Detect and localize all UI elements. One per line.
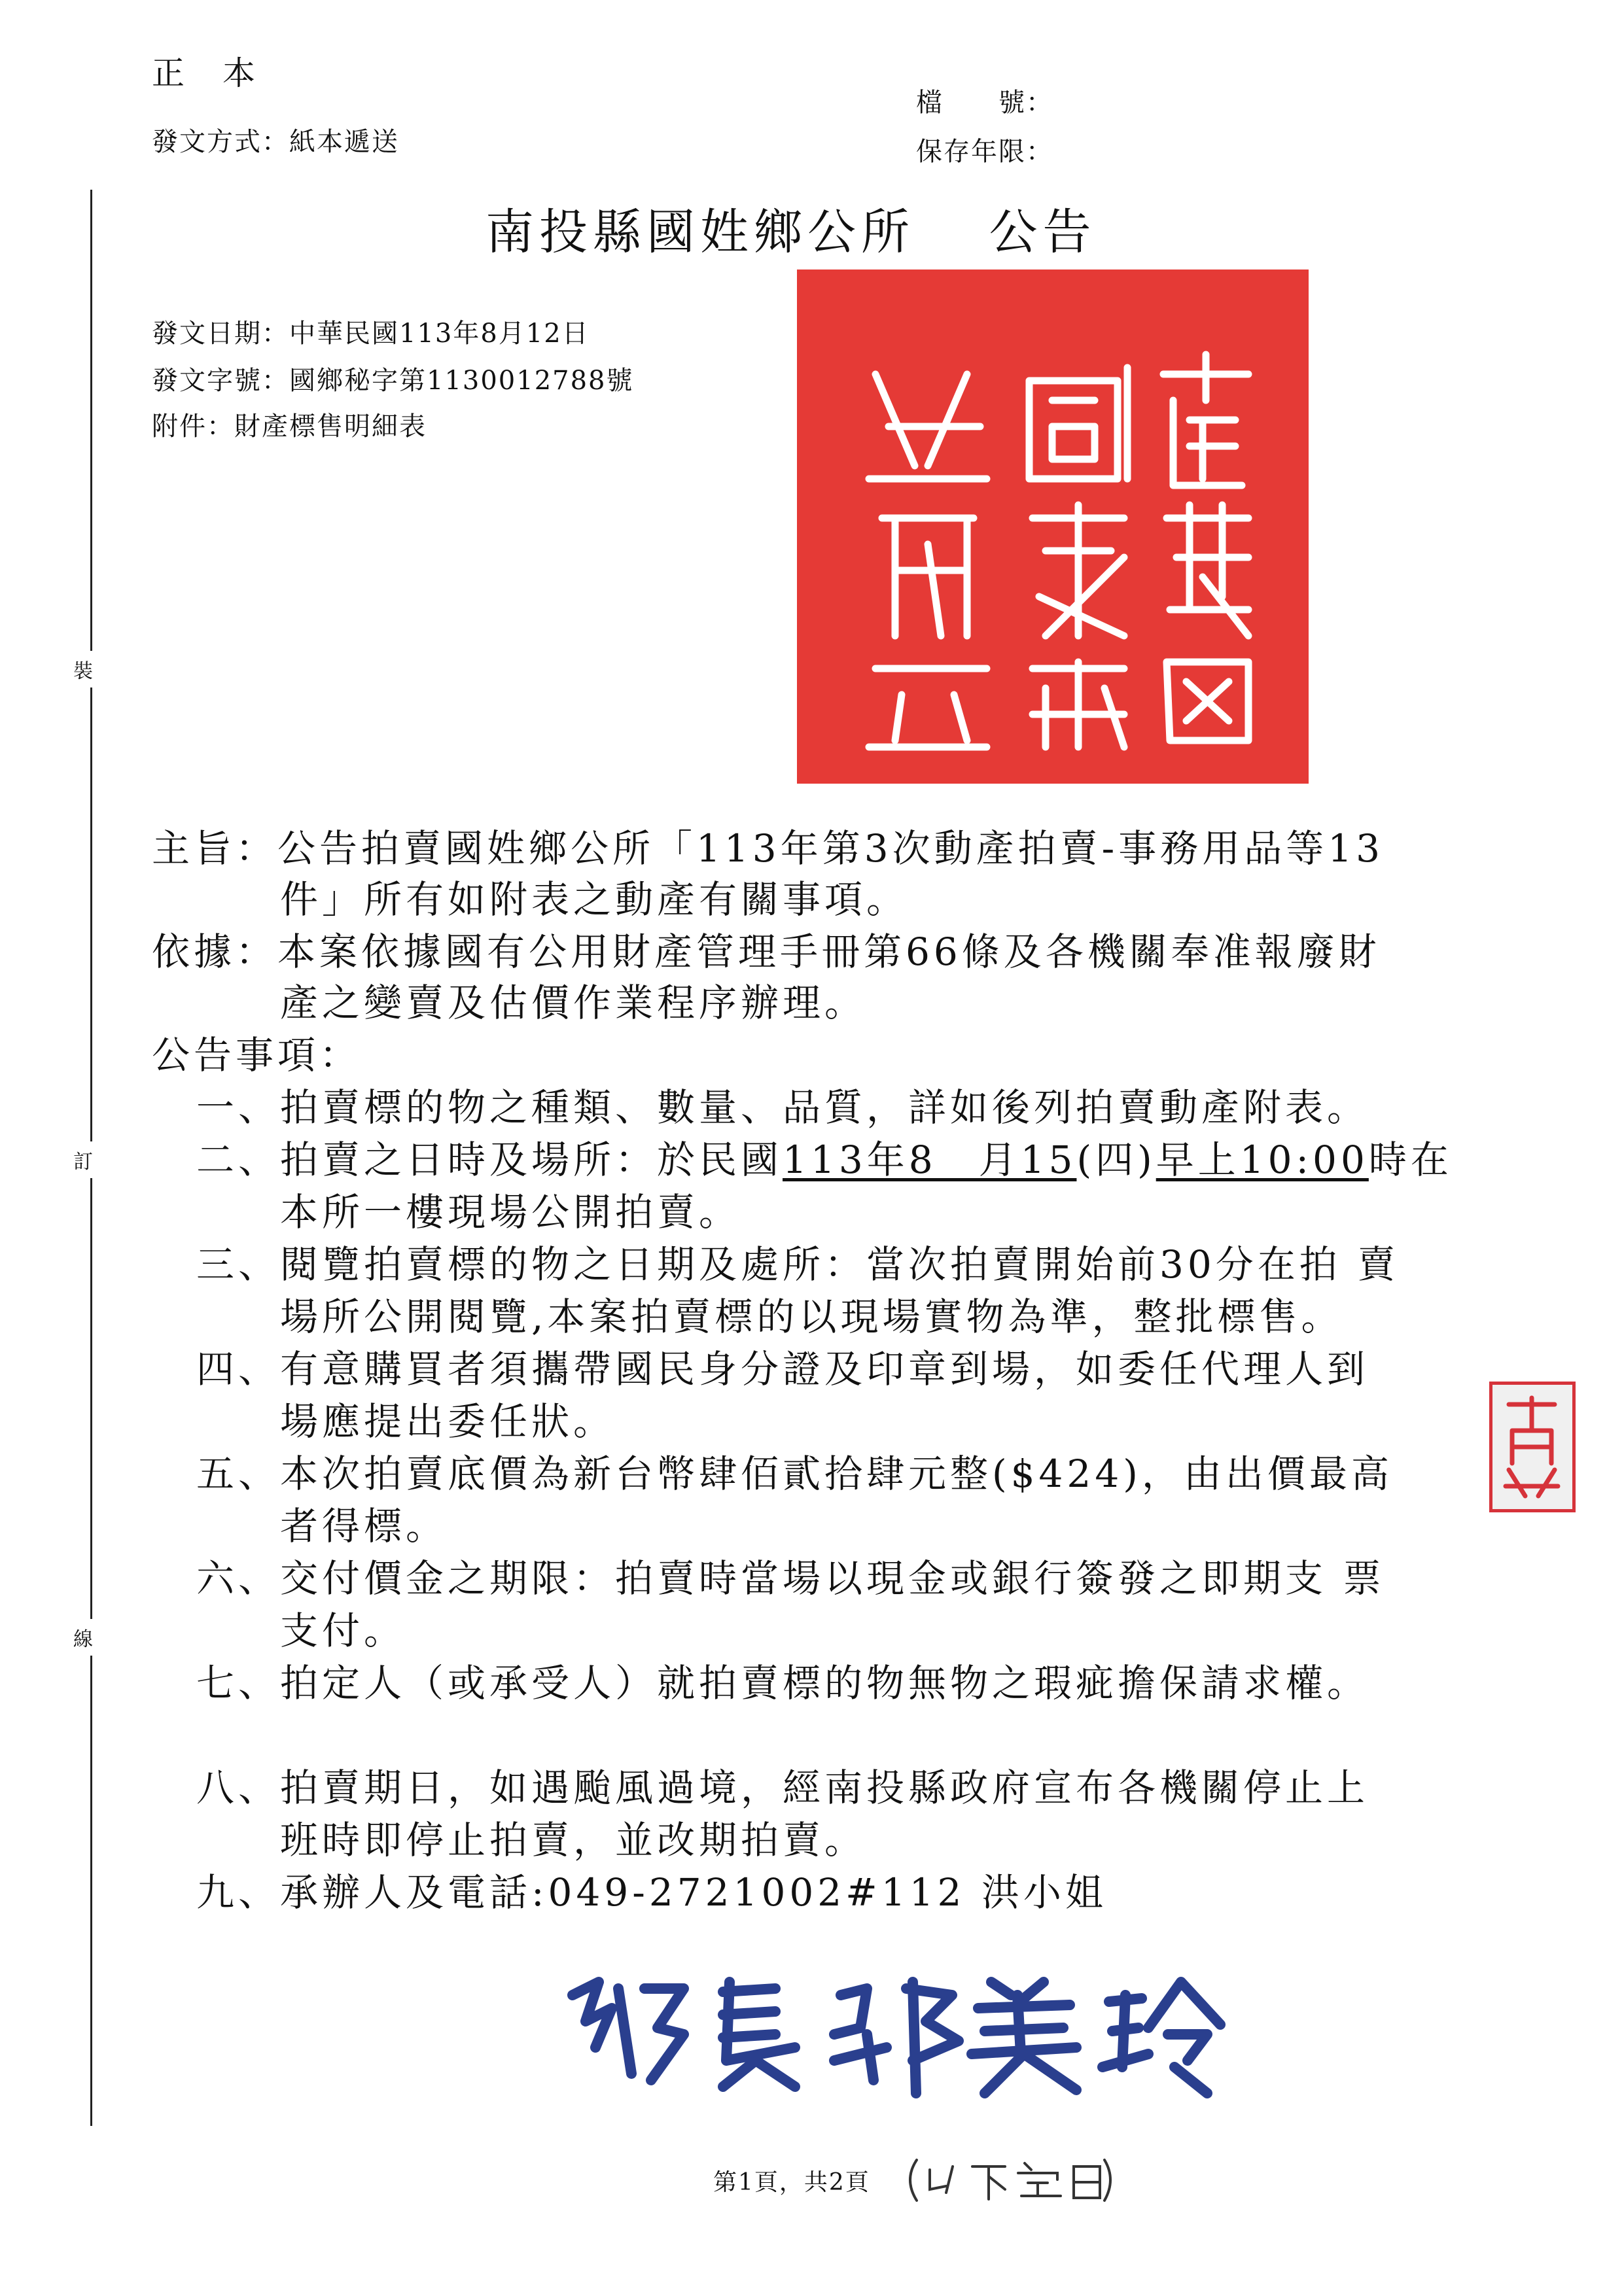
item-3-line-1: 三、閱覽拍賣標的物之日期及處所：當次拍賣開始前30分在拍 賣: [196, 1242, 1400, 1287]
item-6-line-1: 六、交付價金之期限：拍賣時當場以現金或銀行簽發之即期支 票: [196, 1556, 1385, 1601]
item-5-line-1: 五、本次拍賣底價為新台幣肆佰貳拾肆元整($424)，由出價最高: [196, 1452, 1393, 1496]
item-2-date: 113年8 月15: [783, 1138, 1077, 1182]
binding-mark-xian: 線: [73, 1619, 93, 1656]
notice-heading: 公告事項：: [152, 1033, 362, 1077]
item-9: 九、承辦人及電話:049-2721002#112 洪小姐: [196, 1870, 1107, 1915]
page-footer: 第1頁，共2頁: [713, 2169, 870, 2196]
issue-date: 發文日期：中華民國113年8月12日: [152, 319, 590, 349]
item-2-line-1: [196, 1129, 1453, 1184]
magistrate-signature: [559, 1969, 1233, 2100]
item-6-line-2: 支付。: [280, 1609, 406, 1653]
basis-line-1: 依據：本案依據國有公用財產管理手冊第66條及各機關奉准報廢財: [152, 930, 1381, 974]
item-8-line-1: 八、拍賣期日，如遇颱風過境，經南投縣政府宣布各機關停止上: [196, 1765, 1369, 1810]
copy-label: 正 本: [152, 54, 258, 92]
item-2-line-2: 本所一樓現場公開拍賣。: [280, 1190, 741, 1234]
attachment: 附件：財產標售明細表: [152, 411, 427, 442]
retention-period-label: 保存年限：: [916, 137, 1053, 167]
item-1: 一、拍賣標的物之種類、數量、品質，詳如後列拍賣動產附表。: [196, 1085, 1369, 1130]
subject-line-1: 主旨：公告拍賣國姓鄉公所「113年第3次動產拍賣-事務用品等13: [152, 826, 1385, 871]
basis-line-2: 產之變賣及估價作業程序辦理。: [280, 981, 867, 1025]
document-number: 發文字號：國鄉秘字第1130012788號: [152, 366, 634, 396]
official-seal: [797, 270, 1309, 784]
file-number-label: 檔 號：: [916, 88, 1053, 118]
document-title: 南投縣國姓鄉公所 公告: [485, 204, 1097, 260]
margin-seal: [1489, 1382, 1576, 1512]
item-5-line-2: 者得標。: [280, 1504, 448, 1548]
binding-mark-ding: 訂: [73, 1141, 93, 1178]
binding-mark-zhuang: 裝: [73, 651, 93, 687]
item-4-line-2: 場應提出委任狀。: [280, 1399, 616, 1444]
delivery-method: 發文方式：紙本遞送: [152, 127, 399, 157]
item-2-weekday: (四): [1076, 1138, 1156, 1182]
item-8-line-2: 班時即停止拍賣，並改期拍賣。: [280, 1818, 867, 1862]
item-4-line-1: 四、有意購買者須攜帶國民身分證及印章到場，如委任代理人到: [196, 1347, 1369, 1391]
item-2-time: 早上10:00: [1156, 1138, 1369, 1182]
item-2-suffix: 時在: [1368, 1138, 1453, 1182]
subject-line-2: 件」所有如附表之動產有關事項。: [280, 877, 909, 922]
item-2-prefix: 二、拍賣之日時及場所：於民國: [196, 1138, 783, 1182]
handwritten-note: [900, 2153, 1116, 2206]
item-3-line-2: 場所公開閱覽,本案拍賣標的以現場實物為準，整批標售。: [280, 1295, 1343, 1339]
item-7: 七、拍定人（或承受人）就拍賣標的物無物之瑕疵擔保請求權。: [196, 1661, 1369, 1705]
